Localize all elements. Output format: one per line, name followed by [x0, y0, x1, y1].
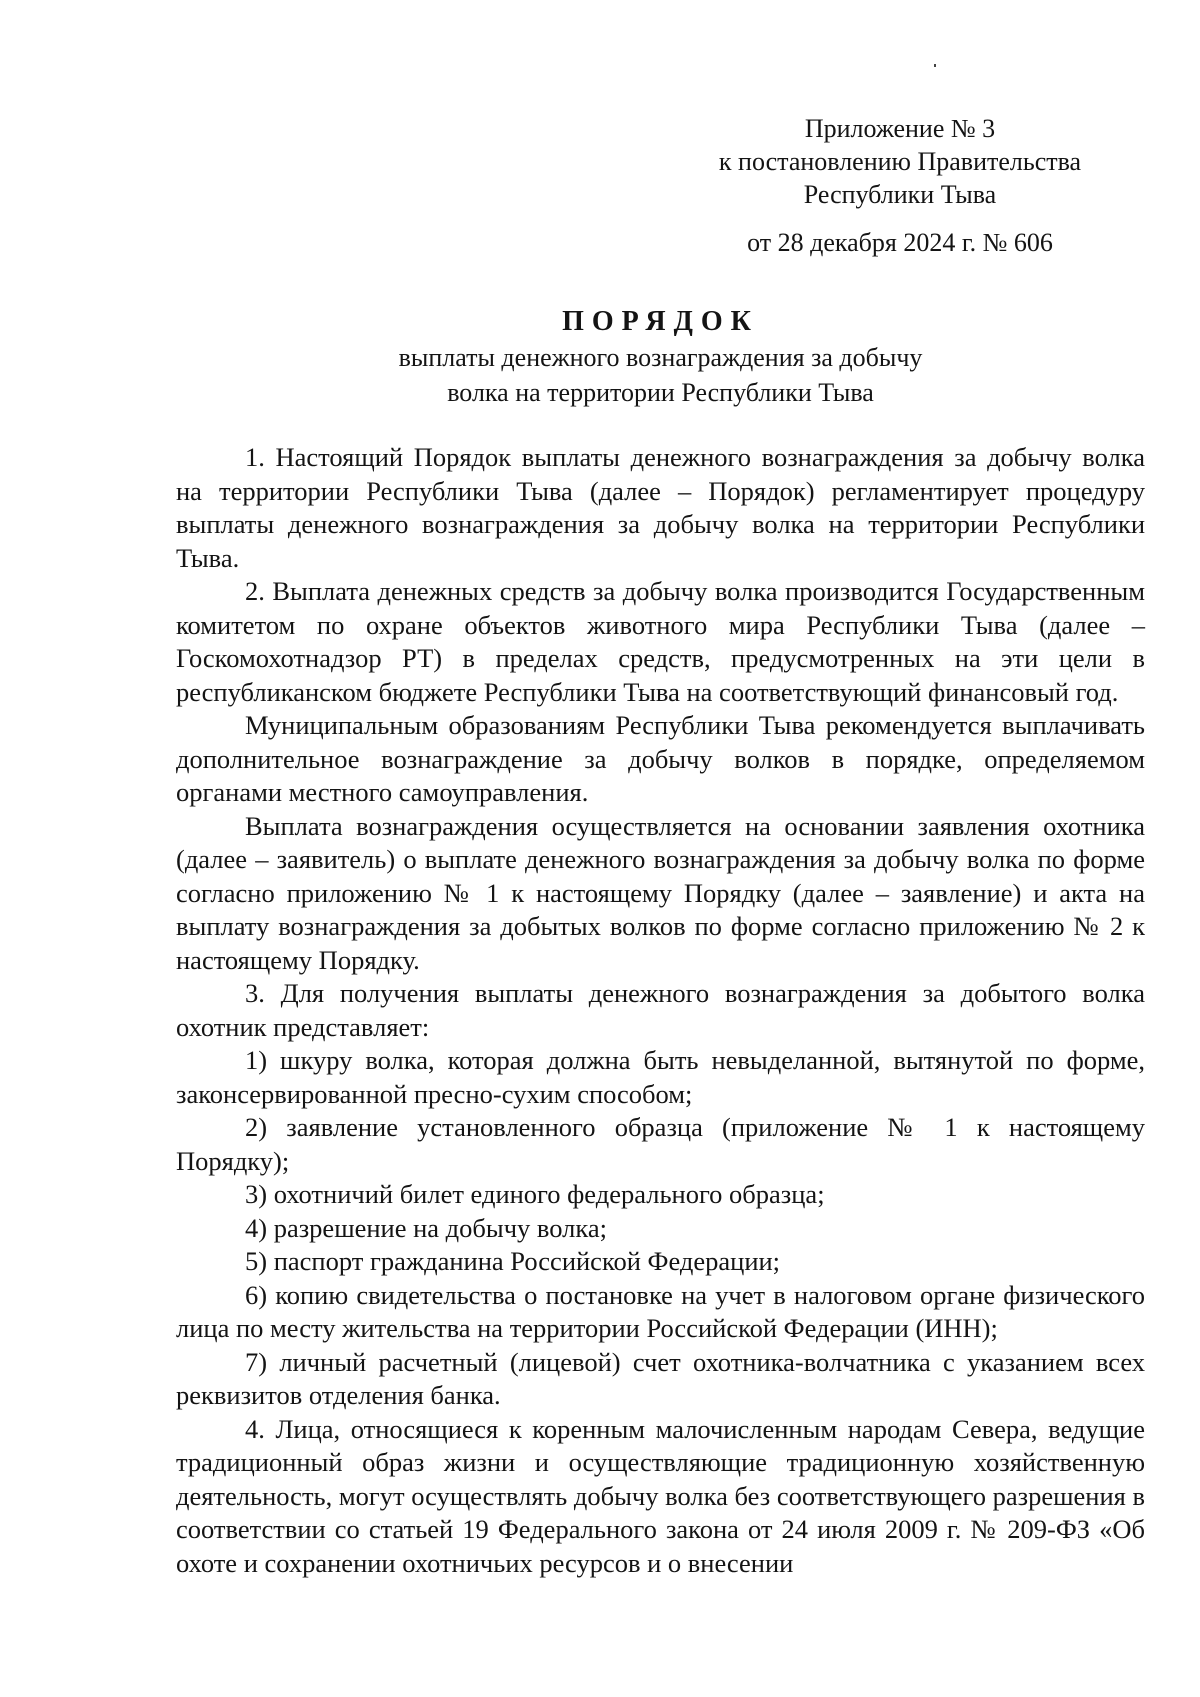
paragraph-1: 1. Настоящий Порядок выплаты денежного вознаграждения за добычу волка на территории Республики Тыва (далее – Порядок) регламентирует процедуру выплаты денежного вознаграждения за добычу волка на территории Республики Тыва.	[176, 442, 1145, 573]
list-item-1: 1) шкуру волка, которая должна быть невыделанной, вытянутой по форме, законсервированной пресно-сухим способом;	[176, 1045, 1145, 1109]
paragraph-3: 3. Для получения выплаты денежного вознаграждения за добытого волка охотник представляет:	[176, 978, 1145, 1042]
document-subtitle-line-1: выплаты денежного вознаграждения за добычу	[398, 343, 923, 372]
appendix-decree-reference: к постановлению Правительства	[718, 147, 1082, 176]
document-heading	[176, 305, 1145, 409]
document-subtitle-line-2: волка на территории Республики Тыва	[447, 378, 874, 407]
appendix-republic: Республики Тыва	[803, 180, 997, 209]
list-item-7: 7) личный расчетный (лицевой) счет охотника-волчатника с указанием всех реквизитов отделения банка.	[176, 1346, 1145, 1410]
list-item-5: 5) паспорт гражданина Российской Федерации;	[245, 1246, 781, 1276]
appendix-header	[700, 112, 1100, 259]
document-body	[176, 441, 1145, 1580]
paragraph-4: 4. Лица, относящиеся к коренным малочисленным народам Севера, ведущие традиционный образ жизни и осуществляющие традиционную хозяйственную деятельность, могут осуществлять добычу волка без соответствующего разрешения в соответствии со статьей 19 Федерального закона от 24 июля 2009 г. № 209-ФЗ «Об охоте и сохранении охотничьих ресурсов и о внесении	[176, 1413, 1145, 1578]
list-item-2: 2) заявление установленного образца (приложение № 1 к настоящему Порядку);	[176, 1112, 1145, 1176]
paragraph-2: 2. Выплата денежных средств за добычу волка производится Государственным комитетом по охране объектов животного мира Республики Тыва (далее – Госкомохотнадзор РТ) в пределах средств, предусмотренных на эти цели в республиканском бюджете Республики Тыва на соответствующий финансовый год.	[176, 576, 1145, 707]
appendix-number: Приложение № 3	[804, 114, 996, 143]
document-title: ПОРЯДОК	[562, 306, 759, 337]
list-item-6: 6) копию свидетельства о постановке на учет в налоговом органе физического лица по месту жительства на территории Российской Федерации (ИНН);	[176, 1279, 1145, 1343]
appendix-date: от 28 декабря 2024 г. № 606	[747, 228, 1053, 257]
paragraph-municipal: Муниципальным образованиям Республики Тыва рекомендуется выплачивать дополнительное вознаграждение за добычу волков в порядке, определяемом органами местного самоуправления.	[176, 710, 1145, 807]
list-item-4: 4) разрешение на добычу волка;	[245, 1212, 607, 1243]
list-item-3: 3) охотничий билет единого федерального образца;	[245, 1179, 825, 1209]
paragraph-payment-basis: Выплата вознаграждения осуществляется на основании заявления охотника (далее – заявитель) о выплате денежного вознаграждения за добычу волка по форме согласно приложению № 1 к настоящему Порядку (далее – заявление) и акта на выплату вознаграждения за добытых волков по форме согласно приложению № 2 к настоящему Порядку.	[176, 810, 1145, 975]
scan-speck	[934, 64, 936, 67]
